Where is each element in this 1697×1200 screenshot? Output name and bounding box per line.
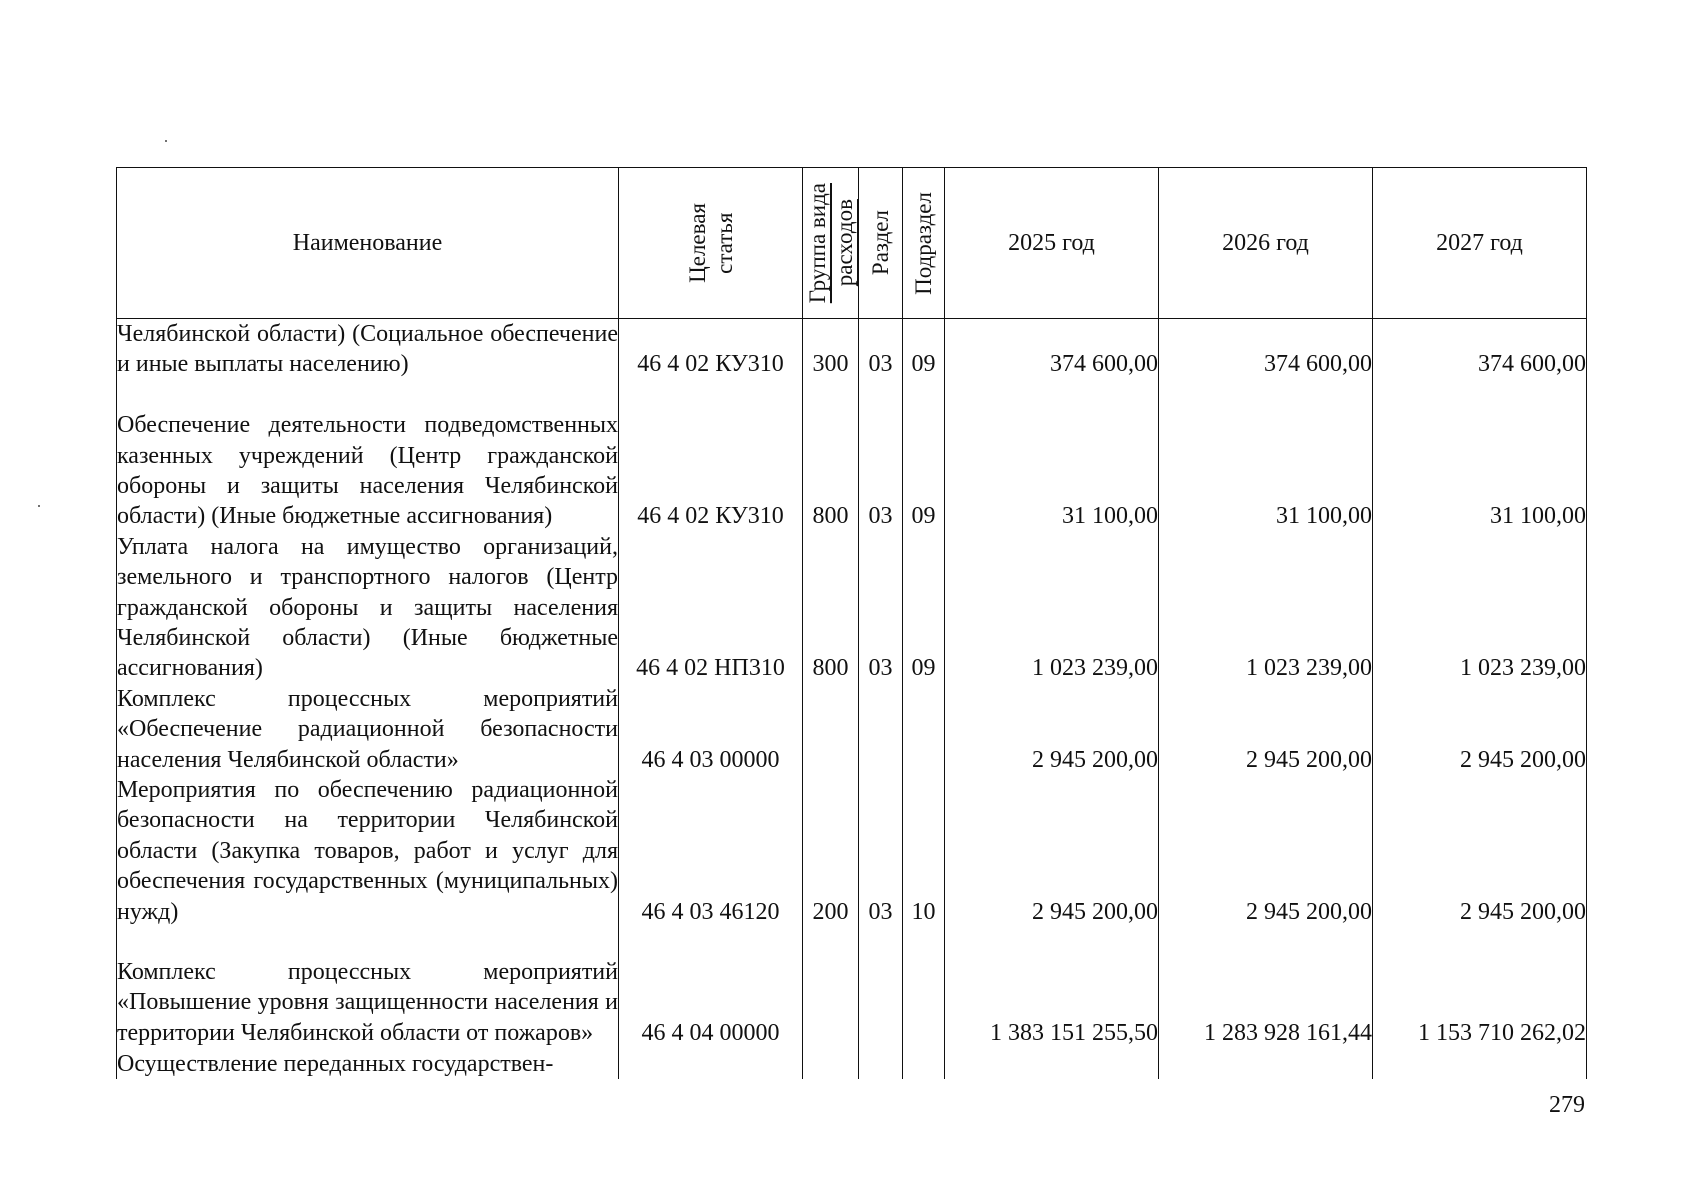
row-name: Челябинской области) (Социальное обеспечение и иные выплаты населению) <box>117 319 619 380</box>
row-2026: 31 100,00 <box>1159 380 1373 532</box>
row-2025: 1 383 151 255,50 <box>945 927 1159 1048</box>
row-2026: 1 023 239,00 <box>1159 532 1373 684</box>
row-2026: 1 283 928 161,44 <box>1159 927 1373 1048</box>
row-2027: 1 023 239,00 <box>1373 532 1587 684</box>
row-2025: 2 945 200,00 <box>945 775 1159 927</box>
row-2027: 1 153 710 262,02 <box>1373 927 1587 1048</box>
row-section: 03 <box>859 532 903 684</box>
row-2026 <box>1159 1048 1373 1079</box>
row-name: Осуществление переданных государствен- <box>117 1048 619 1079</box>
row-group <box>803 1048 859 1079</box>
row-section <box>859 927 903 1048</box>
row-target: 46 4 02 КУ310 <box>619 319 803 380</box>
row-2025: 374 600,00 <box>945 319 1159 380</box>
row-2027: 2 945 200,00 <box>1373 684 1587 775</box>
header-2026: 2026 год <box>1159 168 1373 319</box>
row-target: 46 4 02 НП310 <box>619 532 803 684</box>
header-name: Наименование <box>117 168 619 319</box>
row-2026: 374 600,00 <box>1159 319 1373 380</box>
row-name: Комплекс процессных мероприятий «Повышение уровня защищенности населения и территории Челябинской области от пожаров» <box>117 927 619 1048</box>
row-group: 800 <box>803 380 859 532</box>
row-section: 03 <box>859 319 903 380</box>
budget-table <box>116 167 1587 1079</box>
row-section <box>859 684 903 775</box>
row-section <box>859 1048 903 1079</box>
header-2027: 2027 год <box>1373 168 1587 319</box>
row-group <box>803 684 859 775</box>
table-row <box>117 684 1587 775</box>
row-target: 46 4 03 46120 <box>619 775 803 927</box>
row-group: 800 <box>803 532 859 684</box>
table-row <box>117 775 1587 927</box>
row-group: 300 <box>803 319 859 380</box>
page-number: 279 <box>1549 1092 1585 1118</box>
row-2027 <box>1373 1048 1587 1079</box>
row-2027: 31 100,00 <box>1373 380 1587 532</box>
row-target: 46 4 04 00000 <box>619 927 803 1048</box>
row-2025: 31 100,00 <box>945 380 1159 532</box>
row-name: Уплата налога на имущество организаций, земельного и транспортного налогов (Центр гражданской обороны и защиты населения Челябинской области) (Иные бюджетные ассигнования) <box>117 532 619 684</box>
header-section: Раздел <box>859 168 903 319</box>
row-subsection: 09 <box>903 380 945 532</box>
row-2025: 2 945 200,00 <box>945 684 1159 775</box>
row-group <box>803 927 859 1048</box>
row-name: Мероприятия по обеспечению радиационной безопасности на территории Челябинской области (Закупка товаров, работ и услуг для обеспечения государственных (муниципальных) нужд) <box>117 775 619 927</box>
row-section: 03 <box>859 775 903 927</box>
row-group: 200 <box>803 775 859 927</box>
row-2027: 2 945 200,00 <box>1373 775 1587 927</box>
table-row <box>117 1048 1587 1079</box>
scan-speck <box>165 140 167 142</box>
header-subsection: Подраздел <box>903 168 945 319</box>
row-name: Комплекс процессных мероприятий «Обеспечение радиационной безопасности населения Челябинской области» <box>117 684 619 775</box>
header-group: Группа вида расходов <box>803 168 859 319</box>
table-header-row <box>117 168 1587 319</box>
row-target: 46 4 03 00000 <box>619 684 803 775</box>
row-name: Обеспечение деятельности подведомственных казенных учреждений (Центр гражданской обороны и защиты населения Челябинской области) (Иные бюджетные ассигнования) <box>117 380 619 532</box>
row-target <box>619 1048 803 1079</box>
row-subsection <box>903 684 945 775</box>
row-2025 <box>945 1048 1159 1079</box>
row-subsection: 09 <box>903 319 945 380</box>
row-2026: 2 945 200,00 <box>1159 775 1373 927</box>
row-2026: 2 945 200,00 <box>1159 684 1373 775</box>
row-target: 46 4 02 КУ310 <box>619 380 803 532</box>
table-row <box>117 927 1587 1048</box>
row-subsection <box>903 927 945 1048</box>
table-row <box>117 380 1587 532</box>
row-section: 03 <box>859 380 903 532</box>
row-2025: 1 023 239,00 <box>945 532 1159 684</box>
header-target: Целевая статья <box>619 168 803 319</box>
row-subsection: 10 <box>903 775 945 927</box>
row-subsection <box>903 1048 945 1079</box>
header-2025: 2025 год <box>945 168 1159 319</box>
table-row <box>117 532 1587 684</box>
table-row <box>117 319 1587 380</box>
row-subsection: 09 <box>903 532 945 684</box>
row-2027: 374 600,00 <box>1373 319 1587 380</box>
scan-speck <box>38 505 40 507</box>
